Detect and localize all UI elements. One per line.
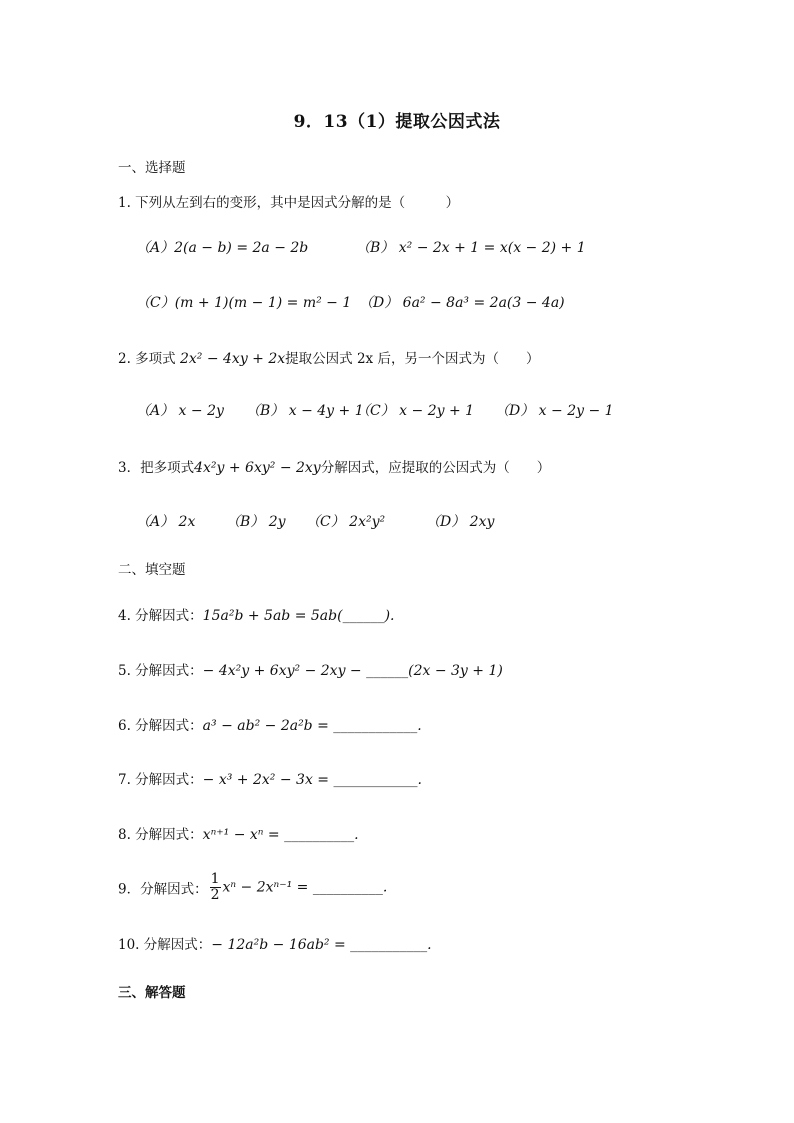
question-1-option-d: （D） 6a² − 8a³ = 2a(3 − 4a) <box>359 295 565 311</box>
question-2-option-c: （C） x − 2y + 1 <box>356 403 475 419</box>
question-3-stem <box>118 456 550 476</box>
question-4-label: 4. 分解因式： <box>118 608 203 624</box>
question-2-option-b: （B） x − 4y + 1 <box>246 403 364 419</box>
question-2-option-d: （D） x − 2y − 1 <box>495 403 614 419</box>
question-9-label: 9．分解因式： <box>118 881 208 898</box>
question-8 <box>118 823 359 843</box>
question-8-label: 8. 分解因式： <box>118 827 203 843</box>
question-5 <box>118 659 503 679</box>
question-3-option-a: （A） 2x <box>136 514 196 530</box>
question-1-option-c: （C）(m + 1)(m − 1) = m² − 1 <box>136 295 352 311</box>
question-9 <box>118 872 387 903</box>
section-choice: 一、选择题 <box>118 160 186 176</box>
question-1-option-b: （B） x² − 2x + 1 = x(x − 2) + 1 <box>356 240 586 256</box>
question-5-expression: − 4x²y + 6xy² − 2xy − ______(2x − 3y + 1) <box>202 663 503 679</box>
question-10-label: 10. 分解因式： <box>118 937 212 953</box>
question-2-stem-prefix: 2. 多项式 <box>118 351 180 367</box>
question-4 <box>118 604 394 624</box>
question-5-label: 5. 分解因式： <box>118 663 203 679</box>
question-10 <box>118 933 432 953</box>
question-4-expression: 15a²b + 5ab = 5ab(______). <box>202 608 395 624</box>
question-3-option-b: （B） 2y <box>226 514 286 530</box>
question-8-expression: xⁿ⁺¹ − xⁿ = __________. <box>202 827 359 843</box>
question-3-stem-prefix: 3．把多项式 <box>118 460 195 476</box>
question-9-fraction-numerator: 1 <box>210 871 220 887</box>
question-1-option-a: （A）2(a − b) = 2a − 2b <box>136 240 309 256</box>
question-3-expression: 4x²y + 6xy² − 2xy <box>194 460 321 476</box>
question-7-expression: − x³ + 2x² − 3x = ____________. <box>202 772 422 788</box>
question-9-fraction-denominator: 2 <box>210 887 220 903</box>
question-9-fraction <box>210 872 221 903</box>
question-3-stem-suffix: 分解因式，应提取的公因式为（ ） <box>320 460 551 476</box>
question-1-stem: 1. 下列从左到右的变形，其中是因式分解的是（ ） <box>118 195 460 211</box>
question-7 <box>118 768 422 788</box>
section-fill-blank: 二、填空题 <box>118 562 186 578</box>
question-6-expression: a³ − ab² − 2a²b = ____________. <box>202 718 422 734</box>
question-2-expression: 2x² − 4xy + 2x <box>179 351 286 367</box>
question-7-label: 7. 分解因式： <box>118 772 203 788</box>
question-2-stem <box>118 347 539 367</box>
question-2-option-a: （A） x − 2y <box>136 403 224 419</box>
page-title: 9．13（1）提取公因式法 <box>293 112 501 132</box>
question-3-option-c: （C） 2x²y² <box>306 514 386 530</box>
question-3-option-d: （D） 2xy <box>426 514 495 530</box>
section-answer: 三、解答题 <box>118 985 186 1001</box>
question-6-label: 6. 分解因式： <box>118 718 203 734</box>
question-10-expression: − 12a²b − 16ab² = ___________. <box>211 937 432 953</box>
question-9-expression: xⁿ − 2xⁿ⁻¹ = __________. <box>222 879 388 896</box>
question-2-stem-suffix: 提取公因式 2x 后，另一个因式为（ ） <box>285 351 540 367</box>
question-6 <box>118 714 422 734</box>
